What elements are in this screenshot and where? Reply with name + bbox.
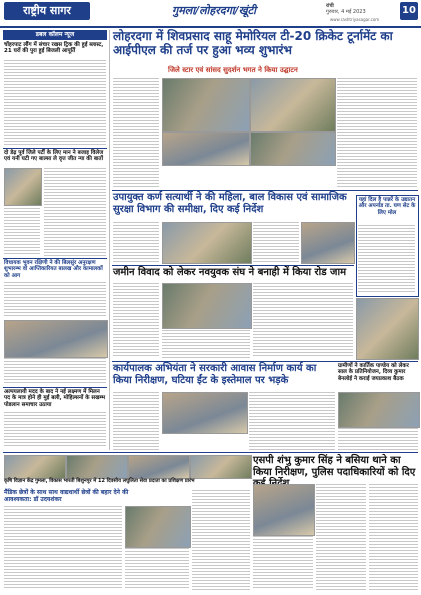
row4-right-headline: ग्रामीणों ने कार्तिक पाण्डेय को लेकर साल के प्रतिनियोजन, दिव्य कुमार बेनलोई ने कराई जयप्रकाश बैठक — [338, 363, 409, 382]
bottom-right-photo — [253, 484, 315, 536]
sidebox-headline: यहां दिल है पान्नरें के उद्यातन और अपर्नाड ता. घण सेट के लिए मोल — [358, 197, 416, 216]
bottom-right-body-col1 — [253, 536, 313, 590]
right-photo — [356, 298, 419, 360]
left-story2-body-more — [4, 208, 40, 256]
row4-right-body — [338, 428, 418, 450]
mid-photo-2 — [301, 222, 355, 264]
bottom-left-headline: मैंडिक छेत्रों के साथ साथ वाद्यधार्थी छेत्रों की बहार देने की आवश्यकता: डॉ उदयशंकर — [4, 489, 129, 503]
column-divider — [109, 30, 110, 450]
bottom-headline: एसपी शंभु कुमार सिंह ने बसिया थाने का किया निरीक्षण, पुलिस पदाधिकारियों को दिए — [253, 455, 416, 478]
mid-body-col3 — [253, 222, 299, 262]
left-story1-body — [4, 60, 106, 146]
row4-body-col3 — [249, 392, 335, 450]
top-subheadline: जिले स्टार एवं सांसद सुदर्शन भगत ने किया उद्घाटन — [168, 66, 298, 74]
row4-headline: कार्यपालक अभियंता ने सरकारी आवास निर्माण कार्य का किया निरीक्षण, घटिया ईंट के इस्तेमाल पर भड़के — [113, 363, 317, 386]
bottom-left-body — [4, 506, 122, 590]
row4-right-photo — [338, 392, 420, 428]
top-photo-1 — [162, 78, 250, 132]
row3-photo — [162, 283, 252, 329]
bottom-left-photo-3 — [128, 455, 190, 479]
bottom-caption: कृषि विज्ञान केंद्र गुमला, विकास भारती बिशुनपुर में 12 दिवसीय लघुलिता सेवा प्रदाता का प्रशिक्षण प्रारंभ — [4, 478, 195, 484]
bottom-left-photo-1 — [4, 455, 66, 479]
row4-body-col1 — [113, 392, 159, 450]
bottom-mid-body-2 — [192, 490, 250, 590]
newspaper-logo: राष्ट्रीय सागर — [4, 2, 90, 20]
divider — [3, 387, 107, 388]
divider — [112, 361, 418, 362]
mid-headline: उपायुक्त कर्ण सत्यार्थी ने की महिला, बाल विकास एवं सामाजिक सुरक्षा विभाग की समीक्षा, दिए कई निर्देश — [113, 192, 347, 215]
left-story2-photo — [4, 168, 42, 206]
row3-body-col1 — [113, 283, 159, 358]
divider — [3, 452, 418, 453]
bottom-left-photo-2 — [66, 455, 128, 479]
top-photo-2 — [250, 78, 336, 132]
top-story-body-col4 — [337, 78, 417, 188]
date-city: रांची — [326, 3, 334, 9]
top-headline: लोहरदगा में शिवप्रसाद साहू मेमोरियल टी-20 क्रिकेट टूर्नामेंट का आईपीएल की तर्ज पर हुआ भव्य शुभारंभ — [113, 29, 393, 57]
top-photo-3 — [162, 132, 250, 166]
left-story4-body — [4, 412, 106, 446]
divider — [3, 258, 107, 259]
left-story3-photo — [4, 320, 108, 358]
divider — [112, 190, 418, 191]
row4-photo — [162, 392, 248, 434]
bottom-mid-photo — [125, 506, 191, 548]
left-story1-headline: चोंहरपाट लौंग में संचार रखस ट्रिक की हुई ब्लास्ट, 21 घरों की पुरा हुई बिजली आपूर्ति — [4, 42, 104, 55]
left-story2-body — [44, 168, 106, 256]
divider — [112, 265, 354, 266]
row3-body-col3 — [162, 330, 250, 358]
top-story-body-col1 — [113, 78, 159, 188]
sidebox-body — [358, 225, 415, 293]
divider — [3, 148, 107, 149]
section-title: गुमला/लोहरदगा/खूंटी — [172, 4, 257, 17]
mid-body-col1 — [113, 222, 159, 262]
left-story3-body-more — [4, 358, 106, 384]
double-column-tag: डबल कॉलम न्यूज — [3, 30, 107, 40]
left-story3-headline: विधायक भुवन रक्षिणी ने की बिलसुंर अनुरक्षण शुभारम्भ वो आप्तिकारियत बालख और कामालकों को आग — [4, 260, 103, 279]
bottom-left-photo-4 — [190, 455, 252, 479]
date-block — [326, 3, 396, 15]
mid-photo — [162, 222, 252, 264]
row3-body-col4 — [253, 283, 353, 358]
date-line: गुरुवार, 4 मई 2023 — [326, 9, 366, 15]
page-number: 10 — [400, 2, 418, 20]
left-story2-headline: दो डेढ़ पूर्व जिले पर्टी के लिए मान ने बजाइ विलेज एवं यनी घटी गए बाल्सा ले वृत्त जीत न्या की बातों — [4, 150, 104, 163]
website-url: www.rashtriyasagar.com — [330, 17, 380, 22]
bottom-right-body-col3 — [369, 484, 418, 590]
top-photo-4 — [250, 132, 336, 166]
bottom-mid-body — [125, 548, 189, 590]
left-story4-headline: अल्पयलायी मदद के बाद ने नई लक्ष्मण में मिलन पद के मात्र होने ही मुई बली, मोहिल्सनों के सखम्भ पोडलान समाचार उठाया — [4, 389, 106, 408]
bottom-right-body-col2 — [316, 484, 366, 590]
row3-headline: जमीन विवाद को लेकर नवयुवक संघ ने बनाही में किया रोड जाम — [113, 267, 347, 278]
left-story3-body — [4, 282, 106, 318]
